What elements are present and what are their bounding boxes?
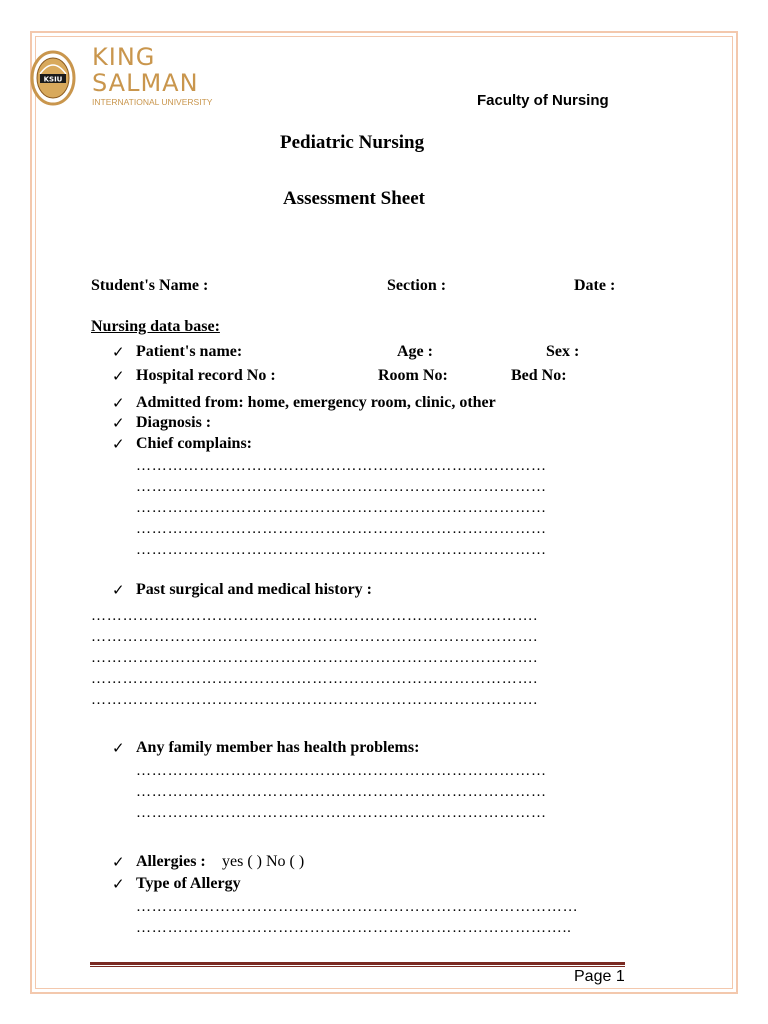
logo-wordmark-line3: INTERNATIONAL UNIVERSITY — [92, 97, 213, 107]
chief-complains-line[interactable]: …………………………………………………………………… — [136, 500, 547, 516]
past-history-line[interactable]: …………………………………………………………………………. — [91, 671, 538, 687]
logo-wordmark-line2: SALMAN — [92, 69, 199, 97]
chief-complains-line[interactable]: …………………………………………………………………… — [136, 542, 547, 558]
age-label: Age : — [397, 343, 433, 360]
page-number: Page 1 — [574, 968, 625, 985]
family-health-line[interactable]: …………………………………………………………………… — [136, 805, 547, 821]
checkmark-icon: ✓ — [112, 414, 125, 432]
allergy-type-label: Type of Allergy — [136, 875, 241, 892]
chief-complains-label: Chief complains: — [136, 435, 252, 452]
family-health-line[interactable]: …………………………………………………………………… — [136, 763, 547, 779]
nursing-database-heading: Nursing data base: — [91, 318, 220, 335]
patient-name-label: Patient's name: — [136, 343, 243, 360]
room-no-label: Room No: — [378, 367, 448, 384]
past-history-line[interactable]: …………………………………………………………………………. — [91, 650, 538, 666]
diagnosis-label: Diagnosis : — [136, 414, 212, 431]
checkmark-icon: ✓ — [112, 875, 125, 893]
hospital-record-label: Hospital record No : — [136, 367, 276, 384]
chief-complains-line[interactable]: …………………………………………………………………… — [136, 479, 547, 495]
footer-rule — [90, 962, 625, 965]
admitted-from-label: Admitted from: home, emergency room, clinic, other — [136, 394, 496, 411]
past-history-label: Past surgical and medical history : — [136, 581, 372, 598]
checkmark-icon: ✓ — [112, 394, 125, 412]
allergy-type-line[interactable]: ……………………………………………………………………….. — [136, 920, 572, 936]
allergies-options[interactable]: yes ( ) No ( ) — [222, 853, 305, 870]
bed-no-label: Bed No: — [511, 367, 567, 384]
past-history-line[interactable]: …………………………………………………………………………. — [91, 608, 538, 624]
checkmark-icon: ✓ — [112, 581, 125, 599]
checkmark-icon: ✓ — [112, 435, 125, 453]
past-history-line[interactable]: …………………………………………………………………………. — [91, 629, 538, 645]
document-title: Pediatric Nursing — [280, 132, 425, 153]
past-history-line[interactable]: …………………………………………………………………………. — [91, 692, 538, 708]
family-health-label: Any family member has health problems: — [136, 739, 420, 756]
checkmark-icon: ✓ — [112, 853, 125, 871]
logo-wordmark-line1: KING — [92, 43, 156, 71]
allergy-type-line[interactable]: ………………………………………………………………………… — [136, 899, 579, 915]
logo-abbrev: KSIU — [43, 75, 63, 84]
checkmark-icon: ✓ — [112, 739, 125, 757]
chief-complains-line[interactable]: …………………………………………………………………… — [136, 458, 547, 474]
faculty-label: Faculty of Nursing — [477, 92, 609, 109]
section-label: Section : — [387, 277, 447, 294]
document-subtitle: Assessment Sheet — [283, 188, 425, 209]
university-seal-logo — [30, 50, 76, 106]
chief-complains-line[interactable]: …………………………………………………………………… — [136, 521, 547, 537]
checkmark-icon: ✓ — [112, 367, 125, 385]
allergies-label: Allergies : — [136, 853, 206, 870]
family-health-line[interactable]: …………………………………………………………………… — [136, 784, 547, 800]
checkmark-icon: ✓ — [112, 343, 125, 361]
date-label: Date : — [574, 277, 616, 294]
sex-label: Sex : — [546, 343, 580, 360]
footer-rule-thin — [90, 966, 625, 967]
student-name-label: Student's Name : — [91, 277, 209, 294]
